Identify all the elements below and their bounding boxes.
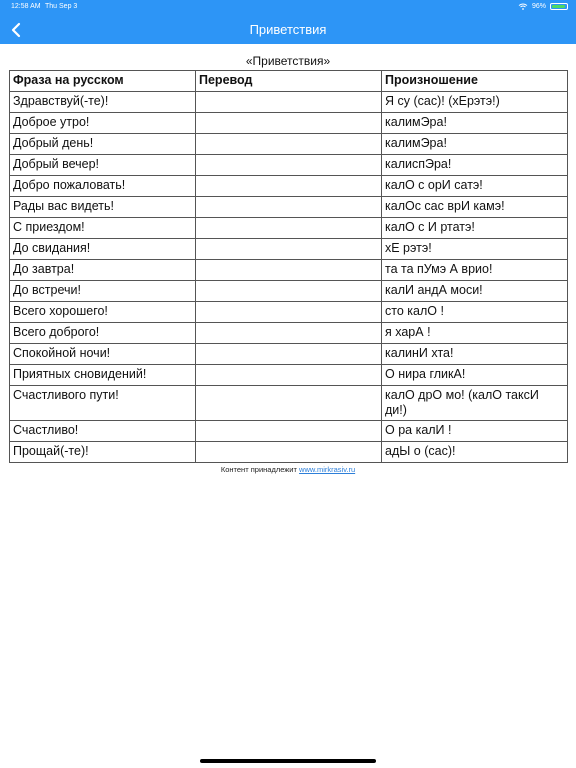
table-row (10, 155, 568, 176)
table-caption: «Приветствия» (245, 54, 331, 68)
table-row (10, 421, 568, 442)
table-row (10, 218, 568, 239)
table-header-row (10, 71, 568, 92)
table-row (10, 302, 568, 323)
cell-phrase: Добрый день! (10, 134, 196, 155)
cell-translation (196, 344, 382, 365)
battery-percent: 96% (531, 3, 546, 10)
table-row (10, 176, 568, 197)
cell-pronunciation: хЕ рэтэ! (382, 239, 568, 260)
credit-text: Контент принадлежит (220, 465, 297, 474)
cell-pronunciation: калО дрО мо! (калО таксИ ди!) (382, 386, 568, 421)
table-row (10, 92, 568, 113)
cell-phrase: Доброе утро! (10, 113, 196, 134)
status-right (518, 3, 568, 10)
cell-pronunciation: О нира гликА! (382, 365, 568, 386)
cell-phrase: До завтра! (10, 260, 196, 281)
cell-pronunciation: Я су (сас)! (хЕрэтэ!) (382, 92, 568, 113)
cell-pronunciation: я харА ! (382, 323, 568, 344)
phrases-table (9, 70, 568, 463)
cell-translation (196, 386, 382, 421)
table-row (10, 134, 568, 155)
status-date: Thu Sep 3 (45, 3, 78, 10)
table-row (10, 386, 568, 421)
cell-pronunciation: калимЭра! (382, 134, 568, 155)
cell-pronunciation: О ра калИ ! (382, 421, 568, 442)
cell-pronunciation: калИ андА моси! (382, 281, 568, 302)
cell-phrase: Прощай(-те)! (10, 442, 196, 463)
cell-phrase: Спокойной ночи! (10, 344, 196, 365)
column-header-pronunciation: Произношение (382, 71, 568, 92)
cell-translation (196, 239, 382, 260)
cell-phrase: Счастливо! (10, 421, 196, 442)
nav-bar (0, 0, 576, 44)
cell-pronunciation: калО с орИ сатэ! (382, 176, 568, 197)
cell-pronunciation: калинИ хта! (382, 344, 568, 365)
cell-translation (196, 176, 382, 197)
table-row (10, 365, 568, 386)
cell-phrase: До встречи! (10, 281, 196, 302)
cell-translation (196, 218, 382, 239)
cell-phrase: Добро пожаловать! (10, 176, 196, 197)
column-header-phrase: Фраза на русском (10, 71, 196, 92)
cell-pronunciation: калОс сас врИ камэ! (382, 197, 568, 218)
table-row (10, 197, 568, 218)
page-title: Приветствия (249, 22, 327, 37)
cell-translation (196, 281, 382, 302)
wifi-icon (518, 3, 528, 10)
table-row (10, 442, 568, 463)
cell-phrase: Приятных сновидений! (10, 365, 196, 386)
status-time: 12:58 AM (11, 3, 41, 10)
table-row (10, 239, 568, 260)
cell-phrase: Счастливого пути! (10, 386, 196, 421)
cell-phrase: Всего хорошего! (10, 302, 196, 323)
home-indicator (200, 759, 376, 763)
cell-translation (196, 421, 382, 442)
table-row (10, 281, 568, 302)
column-header-translation: Перевод (196, 71, 382, 92)
battery-icon (550, 3, 568, 10)
cell-pronunciation: калимЭра! (382, 113, 568, 134)
table-row (10, 344, 568, 365)
status-bar (0, 0, 576, 14)
cell-translation (196, 92, 382, 113)
cell-pronunciation: калО с И ртатэ! (382, 218, 568, 239)
cell-phrase: Всего доброго! (10, 323, 196, 344)
cell-pronunciation: та та пУмэ А врио! (382, 260, 568, 281)
cell-pronunciation: сто калО ! (382, 302, 568, 323)
cell-translation (196, 323, 382, 344)
credit (0, 465, 576, 474)
cell-phrase: Добрый вечер! (10, 155, 196, 176)
battery-fill (552, 5, 565, 8)
cell-translation (196, 197, 382, 218)
cell-translation (196, 155, 382, 176)
cell-translation (196, 302, 382, 323)
cell-translation (196, 365, 382, 386)
cell-translation (196, 134, 382, 155)
table-row (10, 323, 568, 344)
table-row (10, 113, 568, 134)
cell-translation (196, 260, 382, 281)
table-body (10, 92, 568, 463)
cell-phrase: Здравствуй(-те)! (10, 92, 196, 113)
cell-translation (196, 442, 382, 463)
content (9, 54, 567, 463)
cell-pronunciation: адЫ о (сас)! (382, 442, 568, 463)
table-row (10, 260, 568, 281)
cell-phrase: С приездом! (10, 218, 196, 239)
cell-translation (196, 113, 382, 134)
cell-pronunciation: калиспЭра! (382, 155, 568, 176)
credit-link[interactable]: www.mirkrasiv.ru (299, 465, 356, 474)
cell-phrase: До свидания! (10, 239, 196, 260)
cell-phrase: Рады вас видеть! (10, 197, 196, 218)
